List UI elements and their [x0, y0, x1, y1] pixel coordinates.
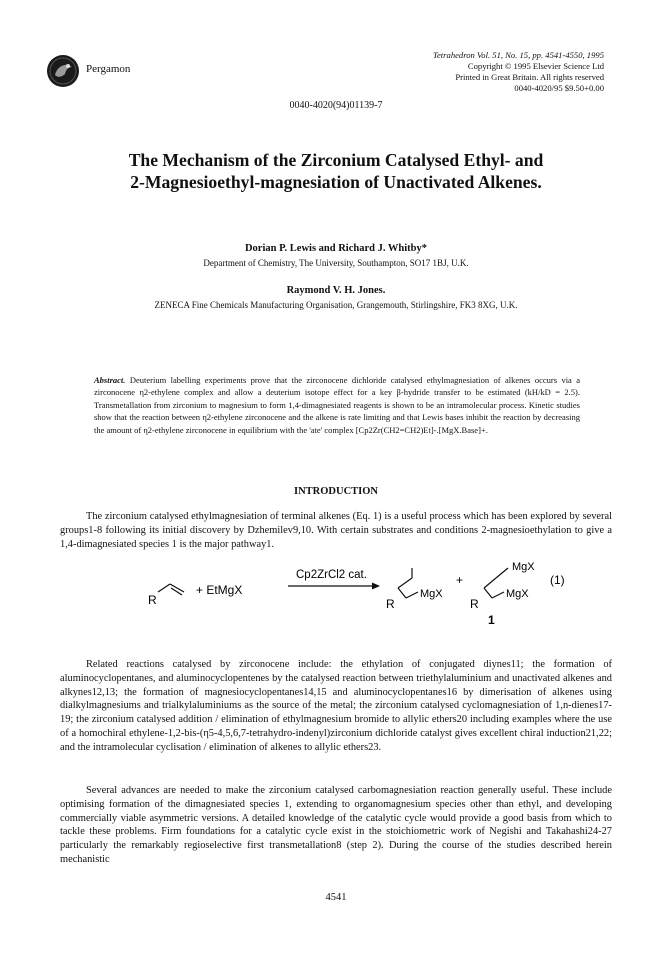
catalyst-label: Cp2ZrCl2 cat. [296, 569, 367, 581]
journal-citation: Tetrahedron Vol. 51, No. 15, pp. 4541-4550, 1995 [432, 50, 604, 60]
journal-info [433, 50, 604, 94]
issn-price-line: 0040-4020/95 $9.50+0.00 [514, 83, 604, 93]
title-line-2: 2-Magnesioethyl-magnesiation of Unactivated Alkenes. [130, 172, 542, 192]
title-line-1: The Mechanism of the Zirconium Catalysed Ethyl- and [128, 150, 544, 170]
arrow-head [372, 583, 380, 590]
paper-title [60, 149, 612, 193]
product2-MgX-bottom: MgX [506, 588, 529, 600]
product1-bond-a [398, 578, 412, 588]
paragraph-2: Related reactions catalysed by zirconocene include: the ethylation of conjugated diynes11; the formation of aluminocyclopentanes, and aluminocyclopentenes by the catalysed reaction between triethylaluminium and unactivated alkenes and alkynes12,13; the formation of magnesiocyclopentanes14,15 and aluminocyclopentanes16 by dimerisation of alkenes using dialkylmagnesiums and trialkylaluminiums as the source of the metal; the zirconium catalysed cyclomagnesiation of 1,n-dienes17-19; the zirconium catalysed addition / elimination of ethylmagnesium bromide to allylic ethers20 including examples where the use of a homochiral ethylene-1,2-bis-(η5-4,5,6,7-tetrahydro-indenyl)zirconium dichloride catalyst gives excellent chiral induction21,22; and the intramolecular cyclisation / elimination of alkenes to allylic ethers23. [60, 659, 612, 753]
product2-bond-c [492, 592, 504, 598]
product1-bond-c [406, 592, 418, 598]
product2-bond-b [484, 588, 492, 598]
publisher-logo [46, 54, 80, 88]
product2-bond-top [496, 568, 508, 578]
abstract-label: Abstract. [94, 375, 126, 385]
product2-bond-a [484, 578, 496, 588]
product2-MgX-top: MgX [512, 561, 535, 573]
abstract-text: Deuterium labelling experiments prove that the zirconocene dichloride catalysed ethylmagnesiation of alkenes occurs via a zirconocene η2-ethylene complex and allow a deuterium isotope effect for a key β-hydride transfer to be estimated (kH/kD = 2.5). Transmetallation from zirconium to magnesium to form 1,4-dimagnesiated reagents is shown to be an intramolecular process. Kinetic studies show that the reaction between η2-ethylene zirconocene and the alkene is rate limiting and that Lewis bases inhibit the reaction by decreasing the amount of η2-ethylene zirconocene in equilibrium with the 'ate' complex [Cp2Zr(CH2=CH2)Et]-.[MgX.Base]+. [94, 375, 581, 435]
compound-number: 1 [488, 613, 495, 627]
product1-bond-b [398, 588, 406, 598]
printed-line: Printed in Great Britain. All rights reserved [455, 72, 604, 82]
abstract [94, 374, 580, 436]
author-group-1: Dorian P. Lewis and Richard J. Whitby* [244, 243, 428, 254]
publisher-name: Pergamon [86, 63, 131, 75]
substrate-R: R [148, 593, 157, 607]
plus-sign: + [456, 573, 464, 587]
affiliation-1: Department of Chemistry, The University, Southampton, SO17 1BJ, U.K. [203, 258, 469, 268]
section-heading: INTRODUCTION [293, 486, 378, 497]
affiliation-2: ZENECA Fine Chemicals Manufacturing Organisation, Grangemouth, Stirlingshire, FK3 8XG, U.K. [154, 300, 518, 310]
equation-number: (1) [550, 573, 565, 587]
paragraph-3: Several advances are needed to make the zirconium catalysed carbomagnesiation reaction generally useful. These include optimising formation of the dimagnesiated species 1, extending to organomagnesium species other than ethyl, and developing commercially viable asymmetric versions. A detailed knowledge of the catalytic cycle would provide a good basis from which to tackle these problems. Firm foundations for a catalytic cycle exist in the stoichiometric work of Negishi and Takahashi24-27 particularly the remarkably regioselective first transmetallation8 (step 2). During the course of the studies described herein mechanistic [60, 785, 612, 865]
product1-MgX: MgX [420, 588, 443, 600]
product1-R: R [386, 597, 395, 611]
reaction-scheme [60, 560, 612, 648]
author-group-2: Raymond V. H. Jones. [286, 285, 386, 296]
paragraph-1: The zirconium catalysed ethylmagnesiation of terminal alkenes (Eq. 1) is a useful process which has been explored by several groups1-8 following its initial discovery by Dzhemilev9,10. With certain substrates and conditions 2-magnesioethylation to give a 1,4-dimagnesiated species 1 is the major pathway1. [60, 511, 612, 550]
doi-code: 0040-4020(94)01139-7 [289, 100, 383, 111]
substrate-bond-1 [158, 584, 170, 592]
product2-R: R [470, 597, 479, 611]
copyright-line: Copyright © 1995 Elsevier Science Ltd [467, 61, 604, 71]
reagent-label: + EtMgX [196, 583, 243, 597]
substrate-double-bond [171, 588, 182, 595]
page-number: 4541 [325, 892, 347, 903]
